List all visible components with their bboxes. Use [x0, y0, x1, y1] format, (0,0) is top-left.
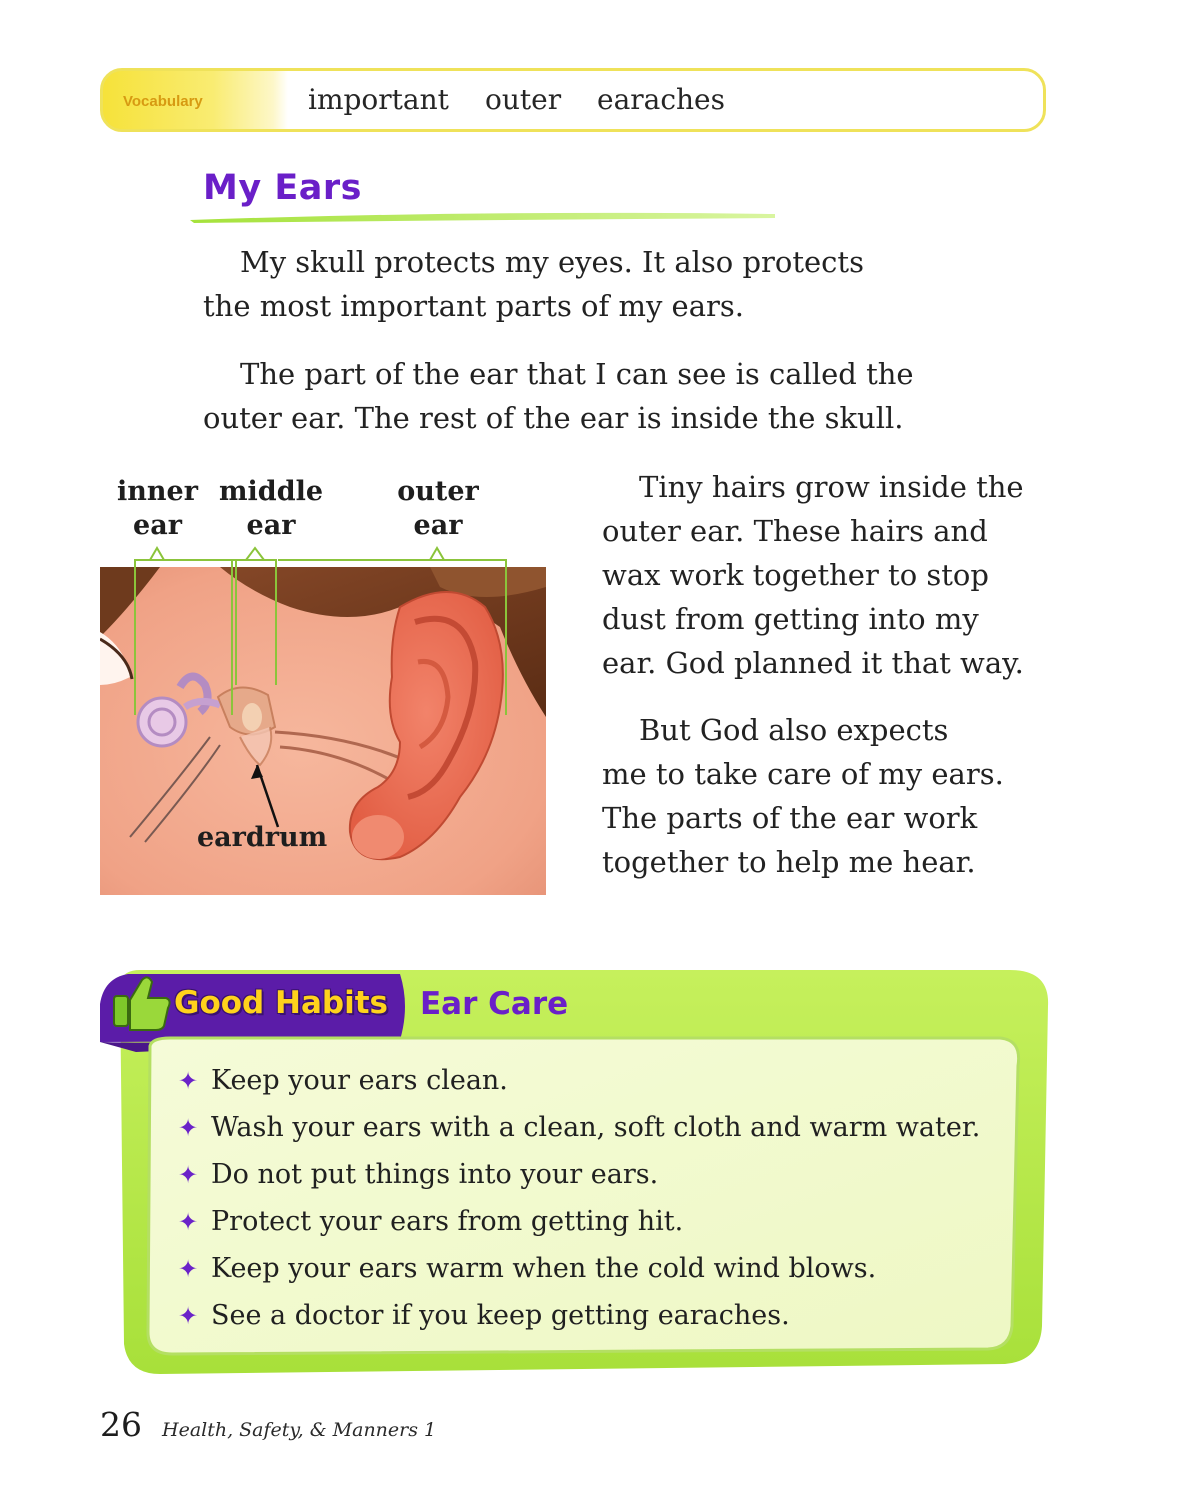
vocabulary-word: important	[308, 83, 449, 116]
list-item	[178, 1297, 980, 1344]
label-line: ear	[133, 510, 182, 541]
list-item	[178, 1109, 980, 1156]
paragraph	[602, 708, 1004, 884]
label-line: ear	[246, 510, 296, 541]
list-item-text: Keep your ears warm when the cold wind blows.	[211, 1253, 877, 1284]
list-item	[178, 1062, 980, 1109]
list-item-text: Wash your ears with a clean, soft cloth and warm water.	[211, 1112, 981, 1143]
ear-care-subtitle: Ear Care	[420, 986, 569, 1022]
list-item	[178, 1156, 980, 1203]
good-habits-title: Good Habits	[174, 985, 388, 1021]
label-line: outer	[397, 476, 479, 507]
list-item	[178, 1250, 980, 1297]
paragraph-line: together to help me hear.	[602, 845, 976, 879]
inner-ear-label	[115, 475, 200, 543]
label-line: inner	[117, 476, 198, 507]
paragraph-line: My skull protects my eyes. It also protects	[240, 245, 864, 279]
star-bullet-icon: ✦	[178, 1302, 199, 1330]
book-title: Health, Safety, & Manners 1	[162, 1419, 437, 1441]
label-line: middle	[218, 476, 324, 507]
page-number: 26	[100, 1405, 142, 1444]
star-bullet-icon: ✦	[178, 1161, 199, 1189]
paragraph-line: me to take care of my ears.	[602, 757, 1004, 791]
vocabulary-word: earaches	[597, 83, 725, 116]
star-bullet-icon: ✦	[178, 1114, 199, 1142]
list-item-text: Keep your ears clean.	[211, 1065, 508, 1096]
paragraph-line: But God also expects	[639, 713, 949, 747]
outer-ear-label	[390, 475, 486, 543]
paragraph-line: The parts of the ear work	[602, 801, 978, 835]
paragraph	[203, 352, 914, 440]
middle-ear-label	[218, 475, 324, 543]
list-item-text: Do not put things into your ears.	[211, 1159, 659, 1190]
list-item-text: See a doctor if you keep getting earaches.	[211, 1300, 790, 1331]
habit-list	[178, 1062, 980, 1344]
paragraph-line: wax work together to stop	[602, 558, 989, 592]
eardrum-label: eardrum	[197, 822, 328, 853]
paragraph-line: The part of the ear that I can see is called the	[240, 357, 914, 391]
paragraph-line: ear. God planned it that way.	[602, 646, 1024, 680]
paragraph-line: outer ear. These hairs and	[602, 514, 988, 548]
star-bullet-icon: ✦	[178, 1255, 199, 1283]
star-bullet-icon: ✦	[178, 1067, 199, 1095]
title-underline	[190, 212, 775, 223]
paragraph-line: Tiny hairs grow inside the	[639, 470, 1024, 504]
lesson-title: My Ears	[203, 168, 362, 208]
star-bullet-icon: ✦	[178, 1208, 199, 1236]
list-item-text: Protect your ears from getting hit.	[211, 1206, 684, 1237]
paragraph-line: outer ear. The rest of the ear is inside the skull.	[203, 401, 904, 435]
vocabulary-bar	[100, 68, 1046, 132]
vocabulary-word: outer	[485, 83, 562, 116]
paragraph-line: dust from getting into my	[602, 602, 979, 636]
list-item	[178, 1203, 980, 1250]
label-line: ear	[413, 510, 463, 541]
vocabulary-label: Vocabulary	[123, 93, 203, 110]
paragraph	[602, 465, 1024, 685]
paragraph	[203, 240, 864, 328]
paragraph-line: the most important parts of my ears.	[203, 289, 744, 323]
diagram-brackets	[100, 540, 546, 720]
